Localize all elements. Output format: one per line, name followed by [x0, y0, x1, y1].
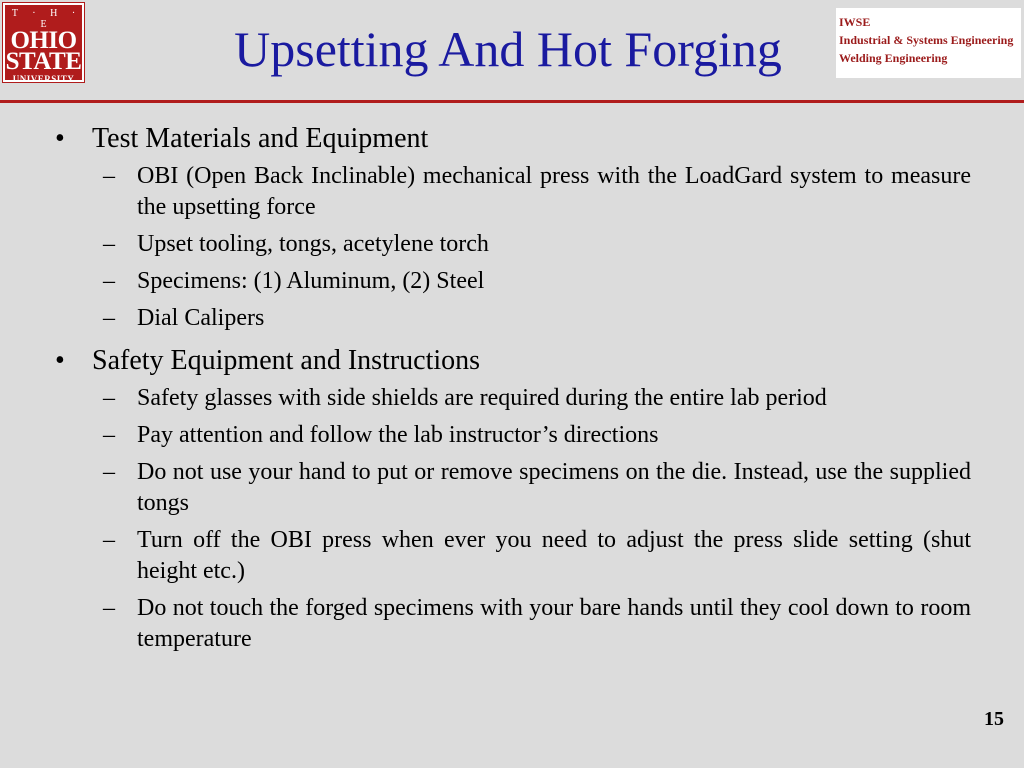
- sub-bullet-text: Dial Calipers: [137, 305, 265, 331]
- sub-bullet-item: [0, 303, 971, 334]
- bullet-item: [0, 344, 972, 378]
- dash-icon: –: [103, 385, 115, 411]
- sub-bullet-item: [0, 229, 971, 260]
- logo-ohio: OHIO: [10, 27, 77, 54]
- sub-bullet-item: [0, 457, 971, 519]
- dash-icon: –: [103, 163, 115, 189]
- dash-icon: –: [103, 595, 115, 621]
- dash-icon: –: [103, 527, 115, 553]
- sub-bullet-text: Upset tooling, tongs, acetylene torch: [137, 231, 489, 257]
- dash-icon: –: [103, 422, 115, 448]
- sub-bullet-text: Specimens: (1) Aluminum, (2) Steel: [137, 268, 485, 294]
- dept-name: Industrial & Systems Engineering: [839, 33, 1014, 47]
- logo-state: STATE: [5, 48, 82, 75]
- ohio-state-logo: [3, 3, 84, 82]
- sub-bullet-item: [0, 525, 971, 587]
- sub-bullet-item: [0, 161, 971, 223]
- bullet-dot-icon: •: [55, 123, 65, 154]
- sub-bullet-text: Do not touch the forged specimens with your bare hands until they cool down to room temperature: [137, 595, 971, 652]
- page-number: 15: [984, 708, 1004, 730]
- bullet-item: [0, 122, 972, 156]
- sub-bullet-text: OBI (Open Back Inclinable) mechanical press with the LoadGard system to measure the upsetting force: [137, 163, 971, 220]
- sub-bullet-text: Do not use your hand to put or remove specimens on the die. Instead, use the supplied tongs: [137, 459, 971, 516]
- dash-icon: –: [103, 268, 115, 294]
- sub-bullet-item: [0, 420, 971, 451]
- slide-title: Upsetting And Hot Forging: [234, 21, 782, 77]
- dept-abbrev: IWSE: [839, 15, 871, 29]
- logo-the: T · H · E: [11, 8, 82, 30]
- dash-icon: –: [103, 305, 115, 331]
- header-divider: [0, 100, 1024, 103]
- logo-university: UNIVERSITY: [12, 74, 75, 84]
- sub-bullet-item: [0, 383, 971, 414]
- sub-bullet-text: Turn off the OBI press when ever you need to adjust the press slide setting (shut height etc.): [137, 527, 971, 584]
- dept-program: Welding Engineering: [839, 51, 948, 65]
- slide-body: [0, 122, 1024, 661]
- bullet-dot-icon: •: [55, 345, 65, 376]
- bullet-text: Test Materials and Equipment: [92, 123, 429, 154]
- sub-bullet-text: Safety glasses with side shields are required during the entire lab period: [137, 385, 827, 411]
- dash-icon: –: [103, 231, 115, 257]
- sub-bullet-item: [0, 593, 971, 655]
- dash-icon: –: [103, 459, 115, 485]
- department-badge: [836, 8, 1021, 78]
- sub-bullet-item: [0, 266, 971, 297]
- bullet-text: Safety Equipment and Instructions: [92, 345, 481, 376]
- sub-bullet-text: Pay attention and follow the lab instructor’s directions: [137, 422, 659, 448]
